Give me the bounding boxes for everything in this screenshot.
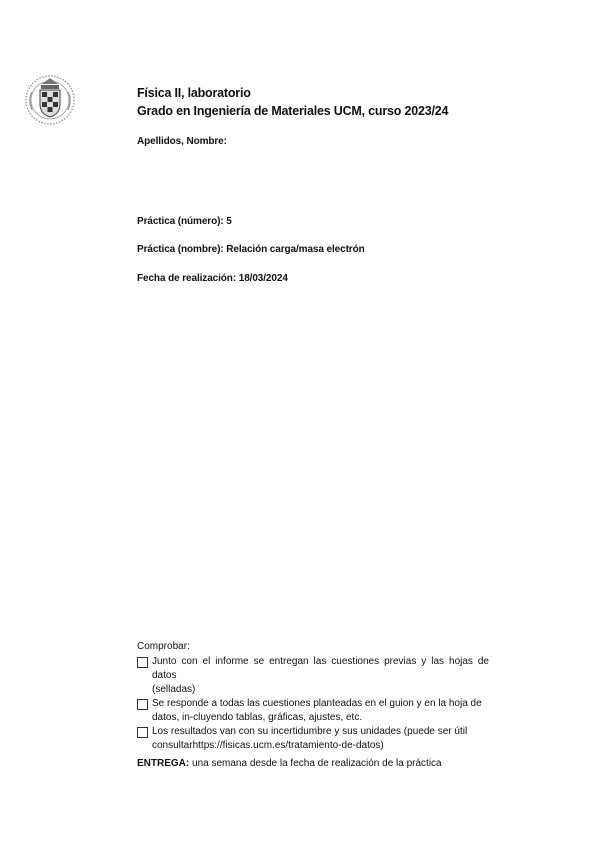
practice-name: Práctica (nombre): Relación carga/masa electrón [137, 244, 365, 255]
degree-title: Grado en Ingeniería de Materiales UCM, curso 2023/24 [137, 104, 449, 118]
checklist-item-line: consultarhttps://fisicas.ucm.es/tratamiento-de-datos) [152, 740, 384, 751]
checklist-item-line: Junto con el informe se entregan las cuestiones previas y las hojas de datos [152, 656, 489, 681]
checklist-item-line: Se responde a todas las cuestiones planteadas en el guion y en la hoja de [152, 698, 482, 709]
checklist-item-line: Los resultados van con su incertidumbre y sus unidades (puede ser útil [152, 726, 468, 737]
checkbox-icon[interactable] [137, 699, 148, 710]
checkbox-icon[interactable] [137, 657, 148, 668]
checklist-item [137, 697, 489, 725]
practice-number: Práctica (número): 5 [137, 216, 232, 227]
course-title: Física II, laboratorio [137, 86, 251, 100]
practice-date: Fecha de realización: 18/03/2024 [137, 273, 288, 284]
delivery-text: una semana desde la fecha de realización de la práctica [189, 758, 442, 769]
checklist-item [137, 725, 489, 753]
checklist-item [137, 655, 489, 697]
checklist-label: Comprobar: [137, 641, 190, 652]
checklist-item-line: datos, in-cluyendo tablas, gráficas, ajustes, etc. [152, 712, 363, 723]
name-field-label: Apellidos, Nombre: [137, 136, 227, 147]
delivery-note [137, 757, 489, 771]
document-header [137, 84, 448, 120]
delivery-label: ENTREGA: [137, 758, 190, 769]
ucm-seal-icon [24, 70, 76, 130]
checkbox-icon[interactable] [137, 727, 148, 738]
checklist [137, 640, 489, 771]
checklist-item-line: (selladas) [152, 684, 196, 695]
